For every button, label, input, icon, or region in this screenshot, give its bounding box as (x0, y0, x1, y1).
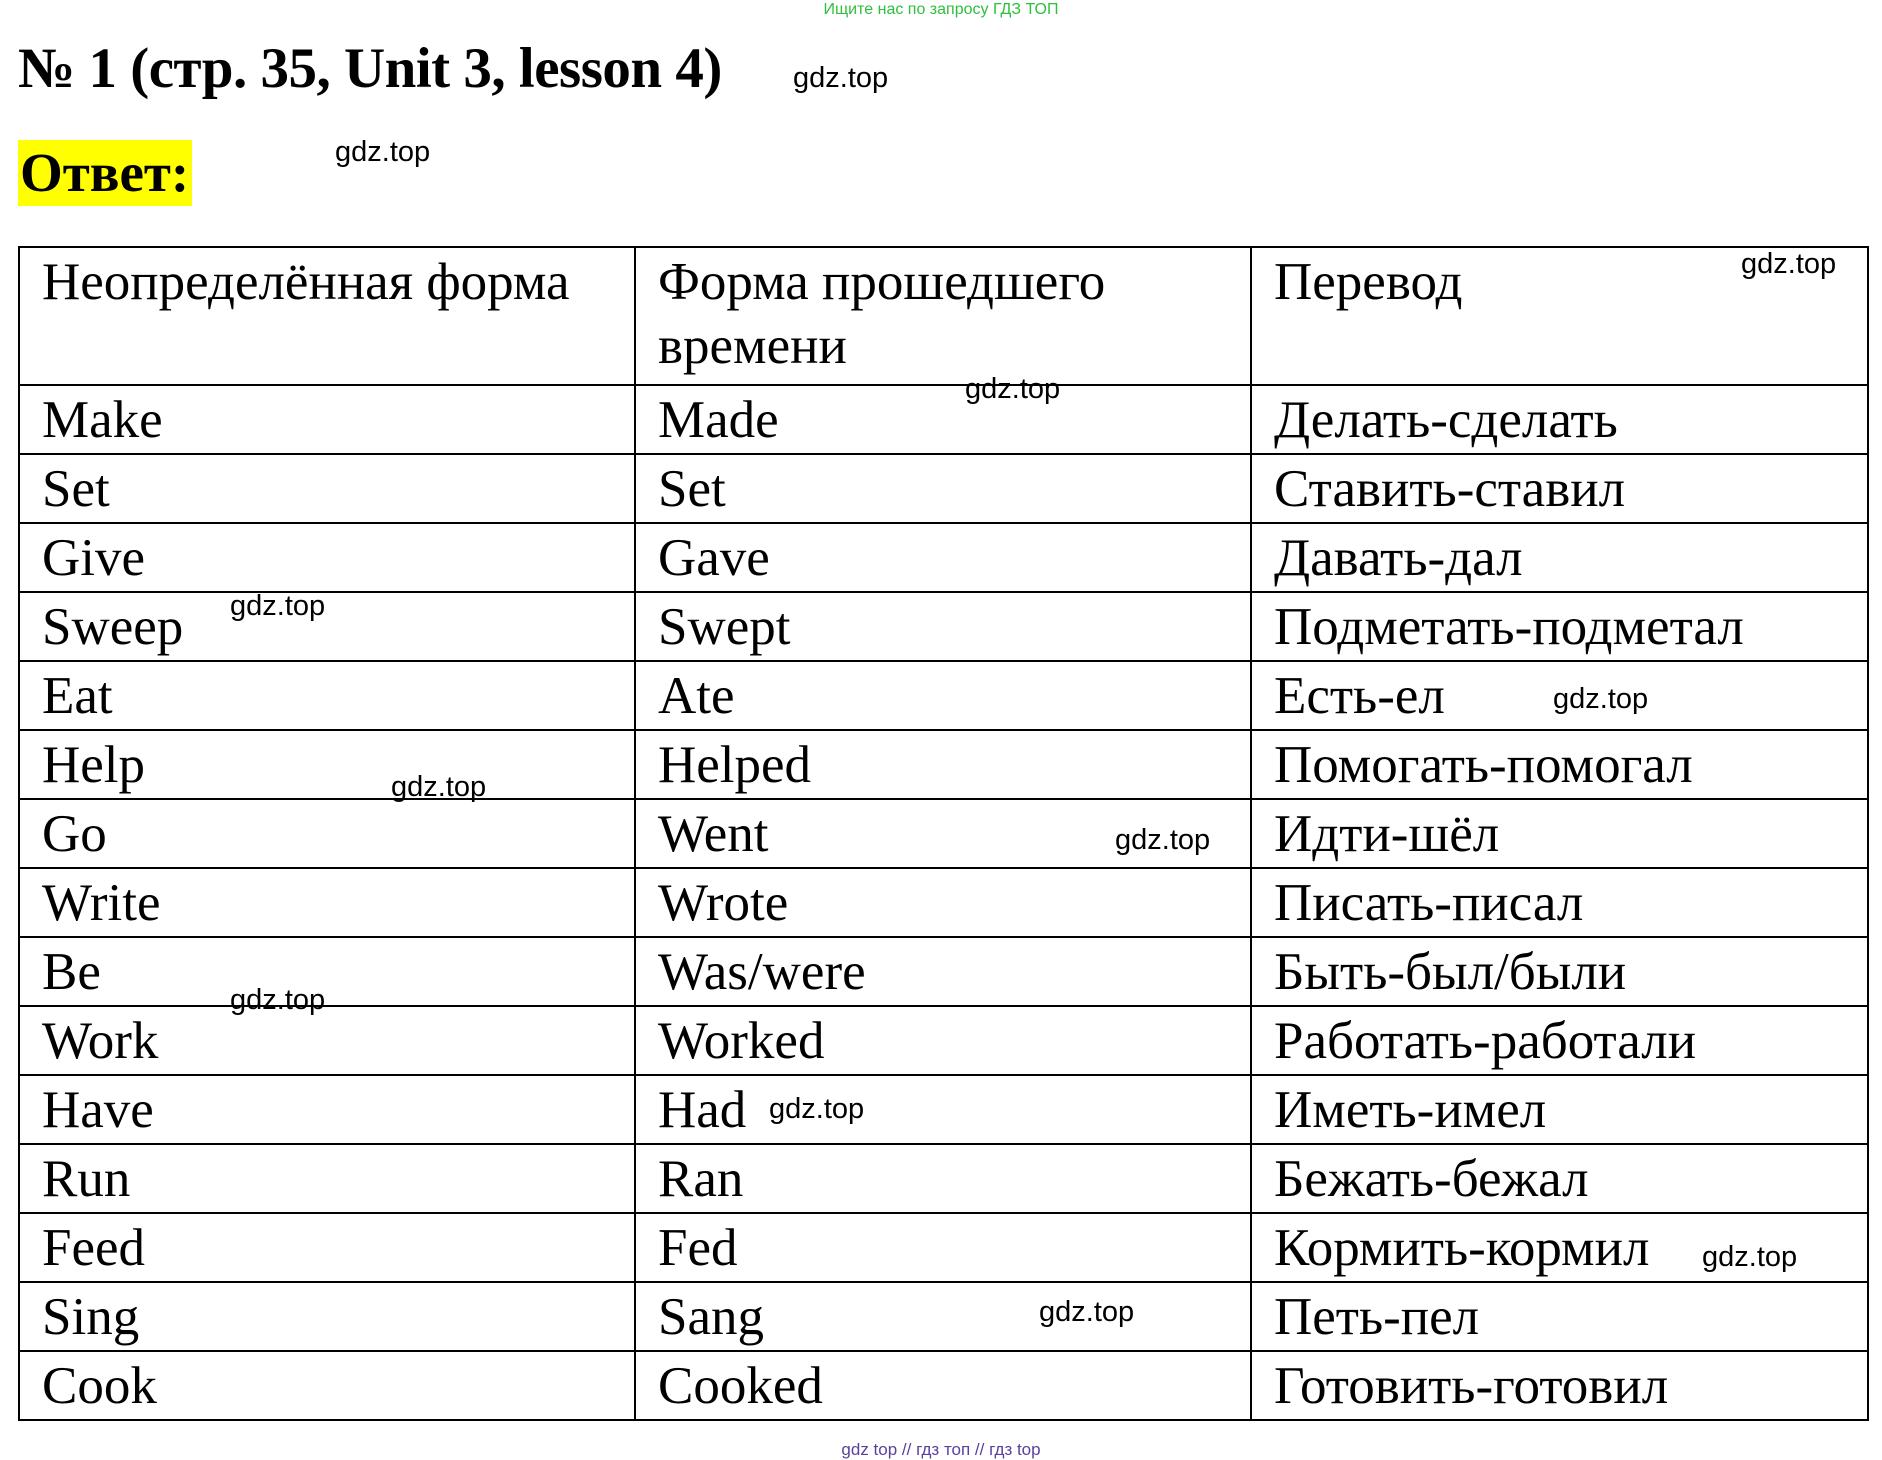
cell-infinitive: Have (19, 1075, 635, 1144)
watermark: gdz.top (965, 373, 1061, 405)
table-row (19, 1075, 1868, 1144)
cell-past-form: Wrote (635, 868, 1251, 937)
cell-infinitive: Work (19, 1006, 635, 1075)
cell-infinitive: Give (19, 523, 635, 592)
watermark: gdz.top (335, 136, 431, 168)
watermark: gdz.top (769, 1093, 865, 1125)
answer-label: Ответ: (18, 140, 192, 206)
cell-translation: Быть-был/были (1251, 937, 1868, 1006)
table-row (19, 454, 1868, 523)
cell-translation: Давать-дал (1251, 523, 1868, 592)
cell-past-form: Sang (635, 1282, 1251, 1351)
cell-past-form: Was/were (635, 937, 1251, 1006)
cell-infinitive: Be (19, 937, 635, 1006)
table-row (19, 1351, 1868, 1420)
cell-translation: Подметать-подметал (1251, 592, 1868, 661)
cell-translation: Петь-пел (1251, 1282, 1868, 1351)
cell-past-form: Ate (635, 661, 1251, 730)
cell-infinitive: Feed (19, 1213, 635, 1282)
table-header-row (19, 247, 1868, 385)
watermark: gdz.top (230, 984, 326, 1016)
watermark: gdz.top (391, 771, 487, 803)
top-banner: Ищите нас по запросу ГДЗ ТОП (823, 1, 1059, 18)
watermark: gdz.top (793, 62, 889, 94)
cell-past-form: Had (635, 1075, 1251, 1144)
watermark: gdz.top (1741, 248, 1837, 280)
cell-infinitive: Sweep (19, 592, 635, 661)
cell-translation: Идти-шёл (1251, 799, 1868, 868)
cell-past-form: Cooked (635, 1351, 1251, 1420)
cell-infinitive: Eat (19, 661, 635, 730)
watermark: gdz.top (1702, 1241, 1798, 1273)
cell-infinitive: Help (19, 730, 635, 799)
header-infinitive: Неопределённая форма (19, 247, 635, 385)
watermark: gdz.top (1553, 683, 1649, 715)
cell-infinitive: Cook (19, 1351, 635, 1420)
cell-past-form: Swept (635, 592, 1251, 661)
watermark: gdz.top (1115, 824, 1211, 856)
cell-translation: Работать-работали (1251, 1006, 1868, 1075)
table-row (19, 1213, 1868, 1282)
page-title: № 1 (стр. 35, Unit 3, lesson 4) (18, 37, 722, 100)
cell-translation: Писать-писал (1251, 868, 1868, 937)
cell-infinitive: Write (19, 868, 635, 937)
cell-past-form: Gave (635, 523, 1251, 592)
cell-past-form: Worked (635, 1006, 1251, 1075)
cell-past-form: Helped (635, 730, 1251, 799)
cell-translation: Помогать-помогал (1251, 730, 1868, 799)
table-row (19, 1144, 1868, 1213)
footer-watermark: gdz top // гдз топ // гдз top (841, 1440, 1041, 1459)
cell-translation: Кормить-кормил (1251, 1213, 1868, 1282)
cell-past-form: Fed (635, 1213, 1251, 1282)
cell-past-form: Went (635, 799, 1251, 868)
table-row (19, 523, 1868, 592)
table-row (19, 385, 1868, 454)
watermark: gdz.top (230, 590, 326, 622)
cell-translation: Готовить-готовил (1251, 1351, 1868, 1420)
header-past-form: Форма прошедшего времени (635, 247, 1251, 385)
cell-translation: Есть-ел (1251, 661, 1868, 730)
table-row (19, 730, 1868, 799)
table-row (19, 1282, 1868, 1351)
verb-forms-table (18, 246, 1869, 1421)
cell-past-form: Set (635, 454, 1251, 523)
cell-infinitive: Go (19, 799, 635, 868)
header-translation: Перевод (1251, 247, 1868, 385)
cell-translation: Ставить-ставил (1251, 454, 1868, 523)
cell-translation: Бежать-бежал (1251, 1144, 1868, 1213)
cell-past-form: Ran (635, 1144, 1251, 1213)
table-row (19, 868, 1868, 937)
cell-infinitive: Make (19, 385, 635, 454)
cell-infinitive: Run (19, 1144, 635, 1213)
cell-infinitive: Sing (19, 1282, 635, 1351)
cell-past-form: Made (635, 385, 1251, 454)
cell-translation: Иметь-имел (1251, 1075, 1868, 1144)
table-row (19, 799, 1868, 868)
cell-translation: Делать-сделать (1251, 385, 1868, 454)
watermark: gdz.top (1039, 1296, 1135, 1328)
cell-infinitive: Set (19, 454, 635, 523)
